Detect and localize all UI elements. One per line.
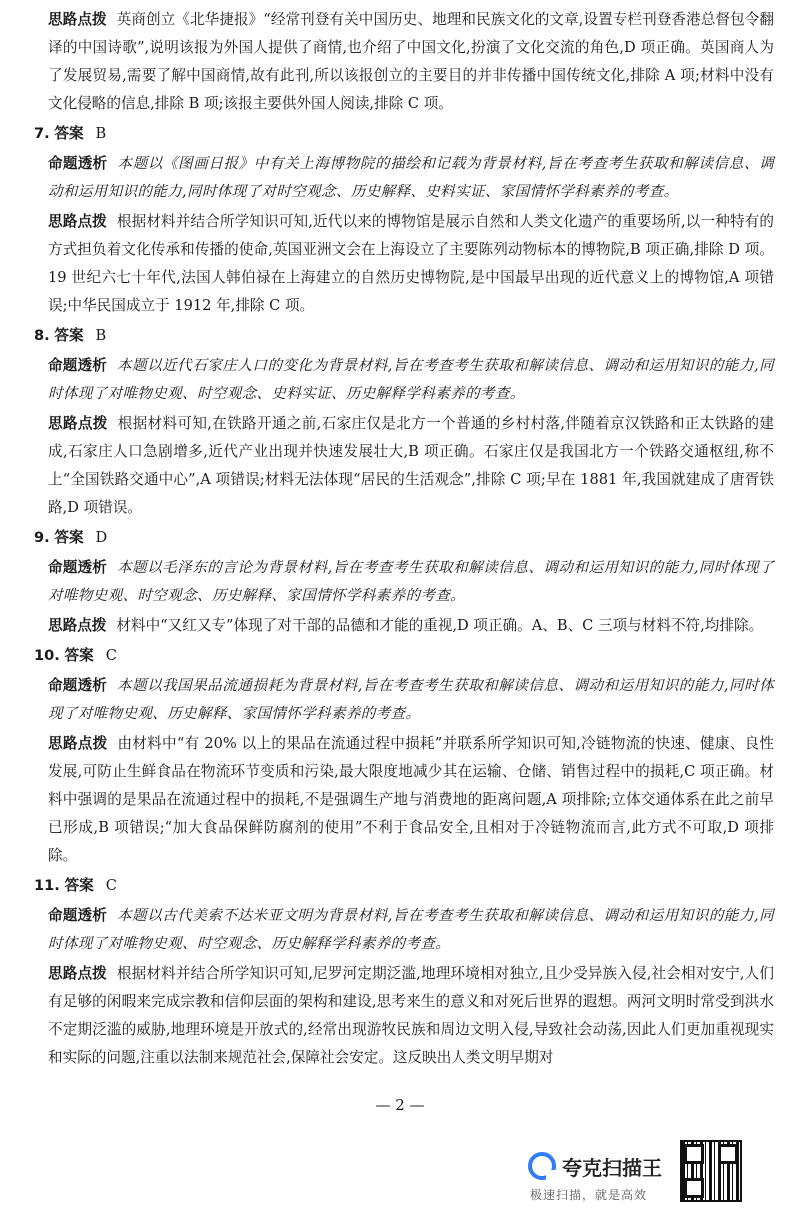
page-number: — 2 — <box>375 1096 425 1114</box>
analysis-q7 <box>34 150 774 206</box>
quark-logo-icon <box>528 1152 556 1180</box>
hint-text: 根据材料并结合所学知识可知,尼罗河定期泛滥,地理环境相对独立,且少受异族入侵,社会相对安宁,人们有足够的闲暇来完成宗教和信仰层面的架构和建设,思考来生的意义和对死后世界的遐想。两河文明时常受到洪水不定期泛滥的威胁,地理环境是开放式的,经常出现游牧民族和周边文明入侵,导致社会动荡,因此人们更加重视现实和实际的问题,注重以法制来规范社会,保障社会安定。这反映出人类文明早期对 <box>48 965 774 1066</box>
scanner-watermark <box>528 1148 678 1208</box>
answer-label: 答案 <box>64 877 94 894</box>
answer-line-q11 <box>34 872 774 900</box>
qr-code-icon <box>680 1140 742 1202</box>
analysis-q9 <box>34 554 774 610</box>
hint-label: 思路点拨 <box>48 617 107 634</box>
hint-q10 <box>34 730 774 870</box>
analysis-text: 本题以古代美索不达米亚文明为背景材料,旨在考查考生获取和解读信息、调动和运用知识的能力,同时体现了对唯物史观、时空观念、历史解释学科素养的考查。 <box>48 907 774 952</box>
hint-q9 <box>34 612 774 640</box>
analysis-q10 <box>34 672 774 728</box>
answer-content <box>34 6 774 1074</box>
hint-label: 思路点拨 <box>48 11 107 28</box>
analysis-text: 本题以近代石家庄人口的变化为背景材料,旨在考查考生获取和解读信息、调动和运用知识的能力,同时体现了对唯物史观、时空观念、史料实证、历史解释学科素养的考查。 <box>48 357 774 402</box>
answer-label: 答案 <box>54 125 84 142</box>
answer-letter: B <box>95 327 107 344</box>
analysis-label: 命题透析 <box>48 559 107 576</box>
analysis-text: 本题以我国果品流通损耗为背景材料,旨在考查考生获取和解读信息、调动和运用知识的能力,同时体现了对唯物史观、历史解释、家国情怀学科素养的考查。 <box>48 677 774 722</box>
answer-letter: C <box>105 647 117 664</box>
hint-text: 英商创立《北华捷报》“经常刊登有关中国历史、地理和民族文化的文章,设置专栏刊登香港总督包令翻译的中国诗歌”,说明该报为外国人提供了商情,也介绍了中国文化,扮演了文化交流的角色,D 项正确。英国商人为了发展贸易,需要了解中国商情,故有此刊,所以该报创立的主要目的并非传播中国传统文化,排除 A 项;材料中没有文化侵略的信息,排除 B 项;该报主要供外国人阅读,排除 C 项。 <box>48 11 774 112</box>
hint-label: 思路点拨 <box>48 213 107 230</box>
question-number: 9. <box>34 529 50 546</box>
answer-label: 答案 <box>54 327 84 344</box>
hint-q8 <box>34 410 774 522</box>
answer-line-q9 <box>34 524 774 552</box>
hint-q11 <box>34 960 774 1072</box>
hint-text: 根据材料可知,在铁路开通之前,石家庄仅是北方一个普通的乡村村落,伴随着京汉铁路和正太铁路的建成,石家庄人口急剧增多,近代产业出现并快速发展壮大,B 项正确。石家庄仅是我国北方一个铁路交通枢纽,称不上“全国铁路交通中心”,A 项错误;材料无法体现“居民的生活观念”,排除 C 项;早在 1881 年,我国就建成了唐胥铁路,D 项错误。 <box>48 415 774 516</box>
answer-letter: C <box>105 877 117 894</box>
answer-letter: D <box>95 529 108 546</box>
hint-text: 由材料中“有 20% 以上的果品在流通过程中损耗”并联系所学知识可知,冷链物流的快速、健康、良性发展,可防止生鲜食品在物流环节变质和污染,最大限度地减少其在运输、仓储、销售过程中的损耗,C 项正确。材料中强调的是果品在流通过程中的损耗,不是强调生产地与消费地的距离问题,A 项排除;立体交通体系在此之前早已形成,B 项错误;“加大食品保鲜防腐剂的使用”不利于食品安全,且相对于冷链物流而言,此方式不可取,D 项排除。 <box>48 735 774 864</box>
answer-line-q10 <box>34 642 774 670</box>
analysis-q8 <box>34 352 774 408</box>
hint-label: 思路点拨 <box>48 415 108 432</box>
hint-label: 思路点拨 <box>48 965 107 982</box>
analysis-label: 命题透析 <box>48 677 107 694</box>
question-number: 11. <box>34 877 60 894</box>
answer-label: 答案 <box>64 647 94 664</box>
answer-line-q8 <box>34 322 774 350</box>
answer-label: 答案 <box>54 529 84 546</box>
intro-hint <box>34 6 774 118</box>
brand-slogan: 极速扫描，就是高效 <box>530 1188 648 1202</box>
analysis-label: 命题透析 <box>48 155 108 172</box>
hint-label: 思路点拨 <box>48 735 108 752</box>
question-number: 7. <box>34 125 50 142</box>
answer-line-q7 <box>34 120 774 148</box>
question-number: 10. <box>34 647 60 664</box>
analysis-text: 本题以毛泽东的言论为背景材料,旨在考查考生获取和解读信息、调动和运用知识的能力,同时体现了对唯物史观、时空观念、历史解释、家国情怀学科素养的考查。 <box>48 559 774 604</box>
hint-q7 <box>34 208 774 320</box>
analysis-text: 本题以《图画日报》中有关上海博物院的描绘和记载为背景材料,旨在考查考生获取和解读信息、调动和运用知识的能力,同时体现了对时空观念、历史解释、史料实证、家国情怀学科素养的考查。 <box>48 155 774 200</box>
question-number: 8. <box>34 327 50 344</box>
answer-letter: B <box>95 125 107 142</box>
hint-text: 材料中“又红又专”体现了对干部的品德和才能的重视,D 项正确。A、B、C 三项与材料不符,均排除。 <box>116 617 764 634</box>
analysis-label: 命题透析 <box>48 907 107 924</box>
brand-name: 夸克扫描王 <box>562 1156 662 1180</box>
analysis-label: 命题透析 <box>48 357 107 374</box>
analysis-q11 <box>34 902 774 958</box>
hint-text: 根据材料并结合所学知识可知,近代以来的博物馆是展示自然和人类文化遗产的重要场所,以一种特有的方式担负着文化传承和传播的使命,英国亚洲文会在上海设立了主要陈列动物标本的博物院,B 项正确,排除 D 项。19 世纪六七十年代,法国人韩伯禄在上海建立的自然历史博物院,是中国最早出现的近代意义上的博物馆,A 项错误;中华民国成立于 1912 年,排除 C 项。 <box>48 213 774 314</box>
